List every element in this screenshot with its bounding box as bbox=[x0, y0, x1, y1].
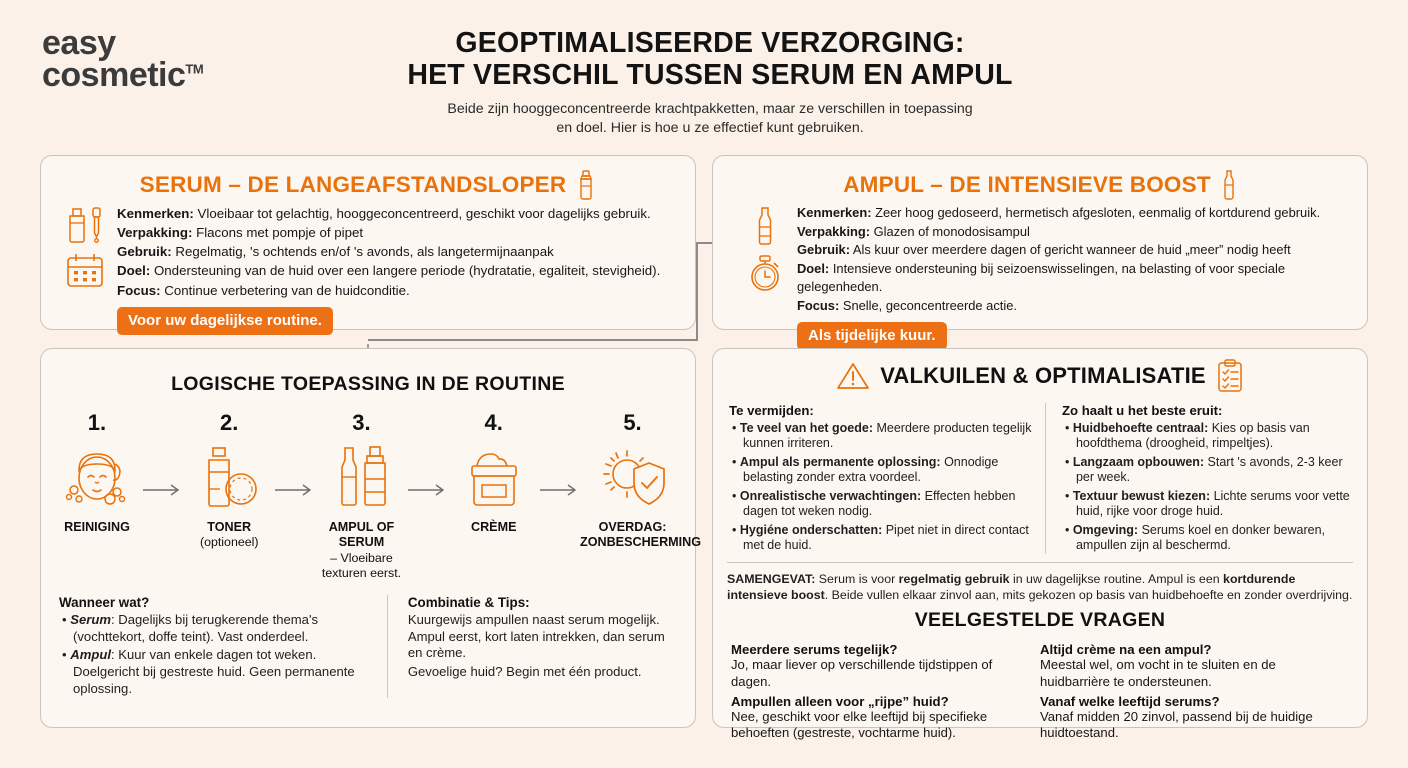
brand-logo bbox=[42, 24, 204, 94]
brand-logo-line2: cosmetic™ bbox=[42, 55, 204, 94]
step-arrow-icon bbox=[540, 410, 580, 496]
when-what-column bbox=[59, 595, 387, 698]
list-item: • Onrealistische verwachtingen: Effecten hebben dagen tot weken nodig. bbox=[743, 489, 1033, 521]
page-subtitle bbox=[340, 100, 1080, 137]
ampoule-serum-icon bbox=[316, 442, 408, 514]
spec-row: Focus: Snelle, geconcentreerde actie. bbox=[797, 297, 1017, 313]
step-number: 1. bbox=[87, 410, 107, 435]
page-subtitle-line1: Beide zijn hooggeconcentreerde krachtpakketten, maar ze verschillen in toepassing bbox=[447, 100, 973, 117]
step-label: TONER bbox=[207, 520, 252, 534]
routine-step bbox=[448, 410, 540, 535]
face-cleansing-icon bbox=[51, 442, 143, 514]
dropper-bottle-icon bbox=[576, 170, 596, 200]
pitfalls-title-text: VALKUILEN & OPTIMALISATIE bbox=[880, 363, 1206, 388]
faq-column-left bbox=[731, 638, 1040, 741]
list-item: • Huidbehoefte centraal: Kies op basis van hoofdthema (droogheid, rimpeltjes). bbox=[1076, 421, 1351, 453]
trademark-symbol: TM bbox=[185, 61, 204, 77]
connector-horizontal bbox=[696, 242, 712, 244]
ampul-card-body bbox=[713, 200, 1367, 350]
avoid-column bbox=[729, 403, 1045, 554]
step-sublabel: – Vloeibare texturen eerst. bbox=[321, 550, 402, 580]
routine-step bbox=[316, 410, 408, 581]
list-item: • Omgeving: Serums koel en donker bewaren, ampullen zijn al beschermd. bbox=[1076, 523, 1351, 555]
spec-row: Gebruik: Regelmatig, 's ochtends en/of 's avonds, als langetermijnaanpak bbox=[117, 244, 554, 260]
tips-column bbox=[387, 595, 677, 698]
stopwatch-icon bbox=[746, 254, 784, 292]
serum-spec-list bbox=[117, 204, 681, 300]
calendar-icon bbox=[65, 252, 105, 288]
best-column bbox=[1045, 403, 1351, 554]
routine-step bbox=[183, 410, 275, 550]
spec-row: Verpakking: Flacons met pompje of pipet bbox=[117, 225, 364, 241]
pitfalls-card bbox=[712, 348, 1368, 741]
spec-row: Verpakking: Glazen of monodosisampul bbox=[797, 223, 1030, 239]
page-title-line2: HET VERSCHIL TUSSEN SERUM EN AMPUL bbox=[407, 59, 1013, 92]
routine-title: LOGISCHE TOEPASSING IN DE ROUTINE bbox=[171, 373, 565, 395]
serum-card bbox=[40, 155, 696, 330]
spec-row: Kenmerken: Zeer hoog gedoseerd, hermetisch afgesloten, eenmalig of kortdurend gebruik. bbox=[797, 205, 1321, 220]
brand-logo-line1: easy bbox=[42, 24, 116, 62]
serum-card-title-text: SERUM – DE LANGEAFSTANDSLOPER bbox=[139, 172, 567, 197]
step-label: AMPUL OF SERUM bbox=[328, 520, 395, 550]
page-header bbox=[0, 0, 1408, 148]
spec-row: Gebruik: Als kuur over meerdere dagen of gericht wanneer de huid „meer” nodig heeft bbox=[797, 242, 1291, 258]
faq-column-right bbox=[1040, 638, 1349, 741]
cream-jar-icon bbox=[448, 442, 540, 514]
list-item: • Serum: Dagelijks bij terugkerende thema's (vochttekort, doffe teint). Vast onderdeel. bbox=[73, 612, 373, 646]
tips-paragraph: Kuurgewijs ampullen naast serum mogelijk. Ampul eerst, kort laten intrekken, dan serum en crème. bbox=[407, 611, 665, 661]
step-number: 3. bbox=[352, 410, 371, 435]
tips-paragraph: Gevoelige huid? Begin met één product. bbox=[407, 664, 642, 680]
routine-steps bbox=[41, 410, 702, 581]
bottle-pipette-icon bbox=[62, 206, 108, 244]
step-arrow-icon bbox=[275, 410, 315, 496]
spec-row: Kenmerken: Vloeibaar tot gelachtig, hooggeconcentreerd, geschikt voor dagelijks gebruik. bbox=[117, 206, 651, 221]
serum-badge: Voor uw dagelijkse routine. bbox=[117, 307, 333, 335]
list-item: • Ampul als permanente oplossing: Onnodige belasting zonder extra voordeel. bbox=[743, 455, 1033, 487]
serum-icon-column bbox=[59, 206, 111, 288]
step-number: 2. bbox=[220, 410, 239, 435]
ampoule-icon bbox=[754, 206, 776, 246]
faq-question: Vanaf welke leeftijd serums? bbox=[1040, 693, 1220, 709]
routine-card bbox=[40, 348, 702, 728]
summary-text: SAMENGEVAT: Serum is voor regelmatig gebruik in uw dagelijkse routine. Ampul is een kortdurende intensieve boost. Beide vullen elkaar zinvol aan, mits gekozen op basis van huidbehoefte en zonder overdrijving. bbox=[727, 562, 1353, 603]
ampul-icon-column bbox=[739, 206, 791, 292]
step-label: CRÈME bbox=[470, 520, 517, 534]
serum-card-title bbox=[41, 156, 695, 200]
ampul-card-title bbox=[713, 156, 1367, 200]
faq-answer: Nee, geschikt voor elke leeftijd bij specifieke behoeften (gestreste, vochtarme huid). bbox=[731, 708, 988, 741]
step-arrow-icon bbox=[143, 410, 183, 496]
faq-answer: Meestal wel, om vocht in te sluiten en de huidbarrière te ondersteunen. bbox=[1040, 657, 1276, 689]
faq-question: Ampullen alleen voor „rijpe” huid? bbox=[731, 693, 949, 709]
faq-columns bbox=[713, 638, 1367, 741]
spec-row: Doel: Intensieve ondersteuning bij seizoenswisselingen, na belasting of voor speciale gelegenheden. bbox=[797, 260, 1285, 295]
avoid-heading: Te vermijden: bbox=[729, 403, 814, 418]
pitfalls-columns bbox=[713, 403, 1367, 554]
step-arrow-icon bbox=[407, 410, 447, 496]
faq-answer: Vanaf midden 20 zinvol, passend bij de huidige huidtoestand. bbox=[1040, 708, 1313, 741]
ampul-spec-list bbox=[797, 204, 1353, 315]
ampul-card-title-text: AMPUL – DE INTENSIEVE BOOST bbox=[843, 172, 1211, 197]
routine-bottom-columns bbox=[41, 595, 695, 698]
list-item: • Langzaam opbouwen: Start 's avonds, 2-3 keer per week. bbox=[1076, 455, 1351, 487]
routine-step bbox=[580, 410, 702, 551]
pitfalls-title bbox=[713, 359, 1367, 393]
best-heading: Zo haalt u het beste eruit: bbox=[1061, 403, 1223, 418]
connector-vertical bbox=[696, 242, 698, 340]
title-block bbox=[340, 27, 1080, 137]
list-item: • Ampul: Kuur van enkele dagen tot weken. Doelgericht bij gestreste huid. Geen permanente oplossing. bbox=[73, 647, 373, 697]
spec-row: Focus: Continue verbetering van de huidconditie. bbox=[117, 282, 410, 298]
faq-question: Altijd crème na een ampul? bbox=[1040, 642, 1212, 658]
ampul-card bbox=[712, 155, 1368, 345]
spec-row: Doel: Ondersteuning van de huid over een langere periode (hydratatie, egaliteit, stevigheid). bbox=[117, 263, 661, 279]
ampul-badge: Als tijdelijke kuur. bbox=[797, 322, 947, 350]
page-title-line1: GEOPTIMALISEERDE VERZORGING: bbox=[455, 27, 965, 59]
toner-bottle-pad-icon bbox=[183, 442, 275, 514]
clipboard-checklist-icon bbox=[1216, 359, 1244, 393]
list-item: • Te veel van het goede: Meerdere producten tegelijk kunnen irriteren. bbox=[743, 421, 1033, 453]
faq-answer: Jo, maar liever op verschillende tijdstippen of dagen. bbox=[731, 657, 993, 689]
step-sublabel: (optioneel) bbox=[199, 535, 259, 550]
serum-card-body bbox=[41, 200, 695, 335]
list-item: • Textuur bewust kiezen: Lichte serums voor vette huid, rijke voor droge huid. bbox=[1076, 489, 1351, 521]
step-label: OVERDAG: ZONBESCHERMING bbox=[580, 520, 702, 550]
step-label: REINIGING bbox=[64, 520, 130, 534]
faq-question: Meerdere serums tegelijk? bbox=[731, 642, 898, 658]
when-what-heading: Wanneer wat? bbox=[59, 594, 150, 610]
faq-title: VEELGESTELDE VRAGEN bbox=[914, 609, 1166, 632]
page-subtitle-line2: en doel. Hier is hoe u ze effectief kunt gebruiken. bbox=[556, 119, 864, 136]
ampoule-icon bbox=[1221, 170, 1237, 200]
step-number: 4. bbox=[484, 410, 503, 435]
page-title bbox=[340, 27, 1080, 92]
sun-shield-icon bbox=[580, 442, 685, 514]
connector-horizontal-2 bbox=[368, 339, 698, 341]
list-item: • Hygiéne onderschatten: Pipet niet in direct contact met de huid. bbox=[743, 523, 1033, 555]
routine-step bbox=[51, 410, 143, 535]
tips-heading: Combinatie & Tips: bbox=[407, 594, 530, 610]
warning-triangle-icon bbox=[836, 361, 870, 391]
step-number: 5. bbox=[623, 410, 642, 435]
